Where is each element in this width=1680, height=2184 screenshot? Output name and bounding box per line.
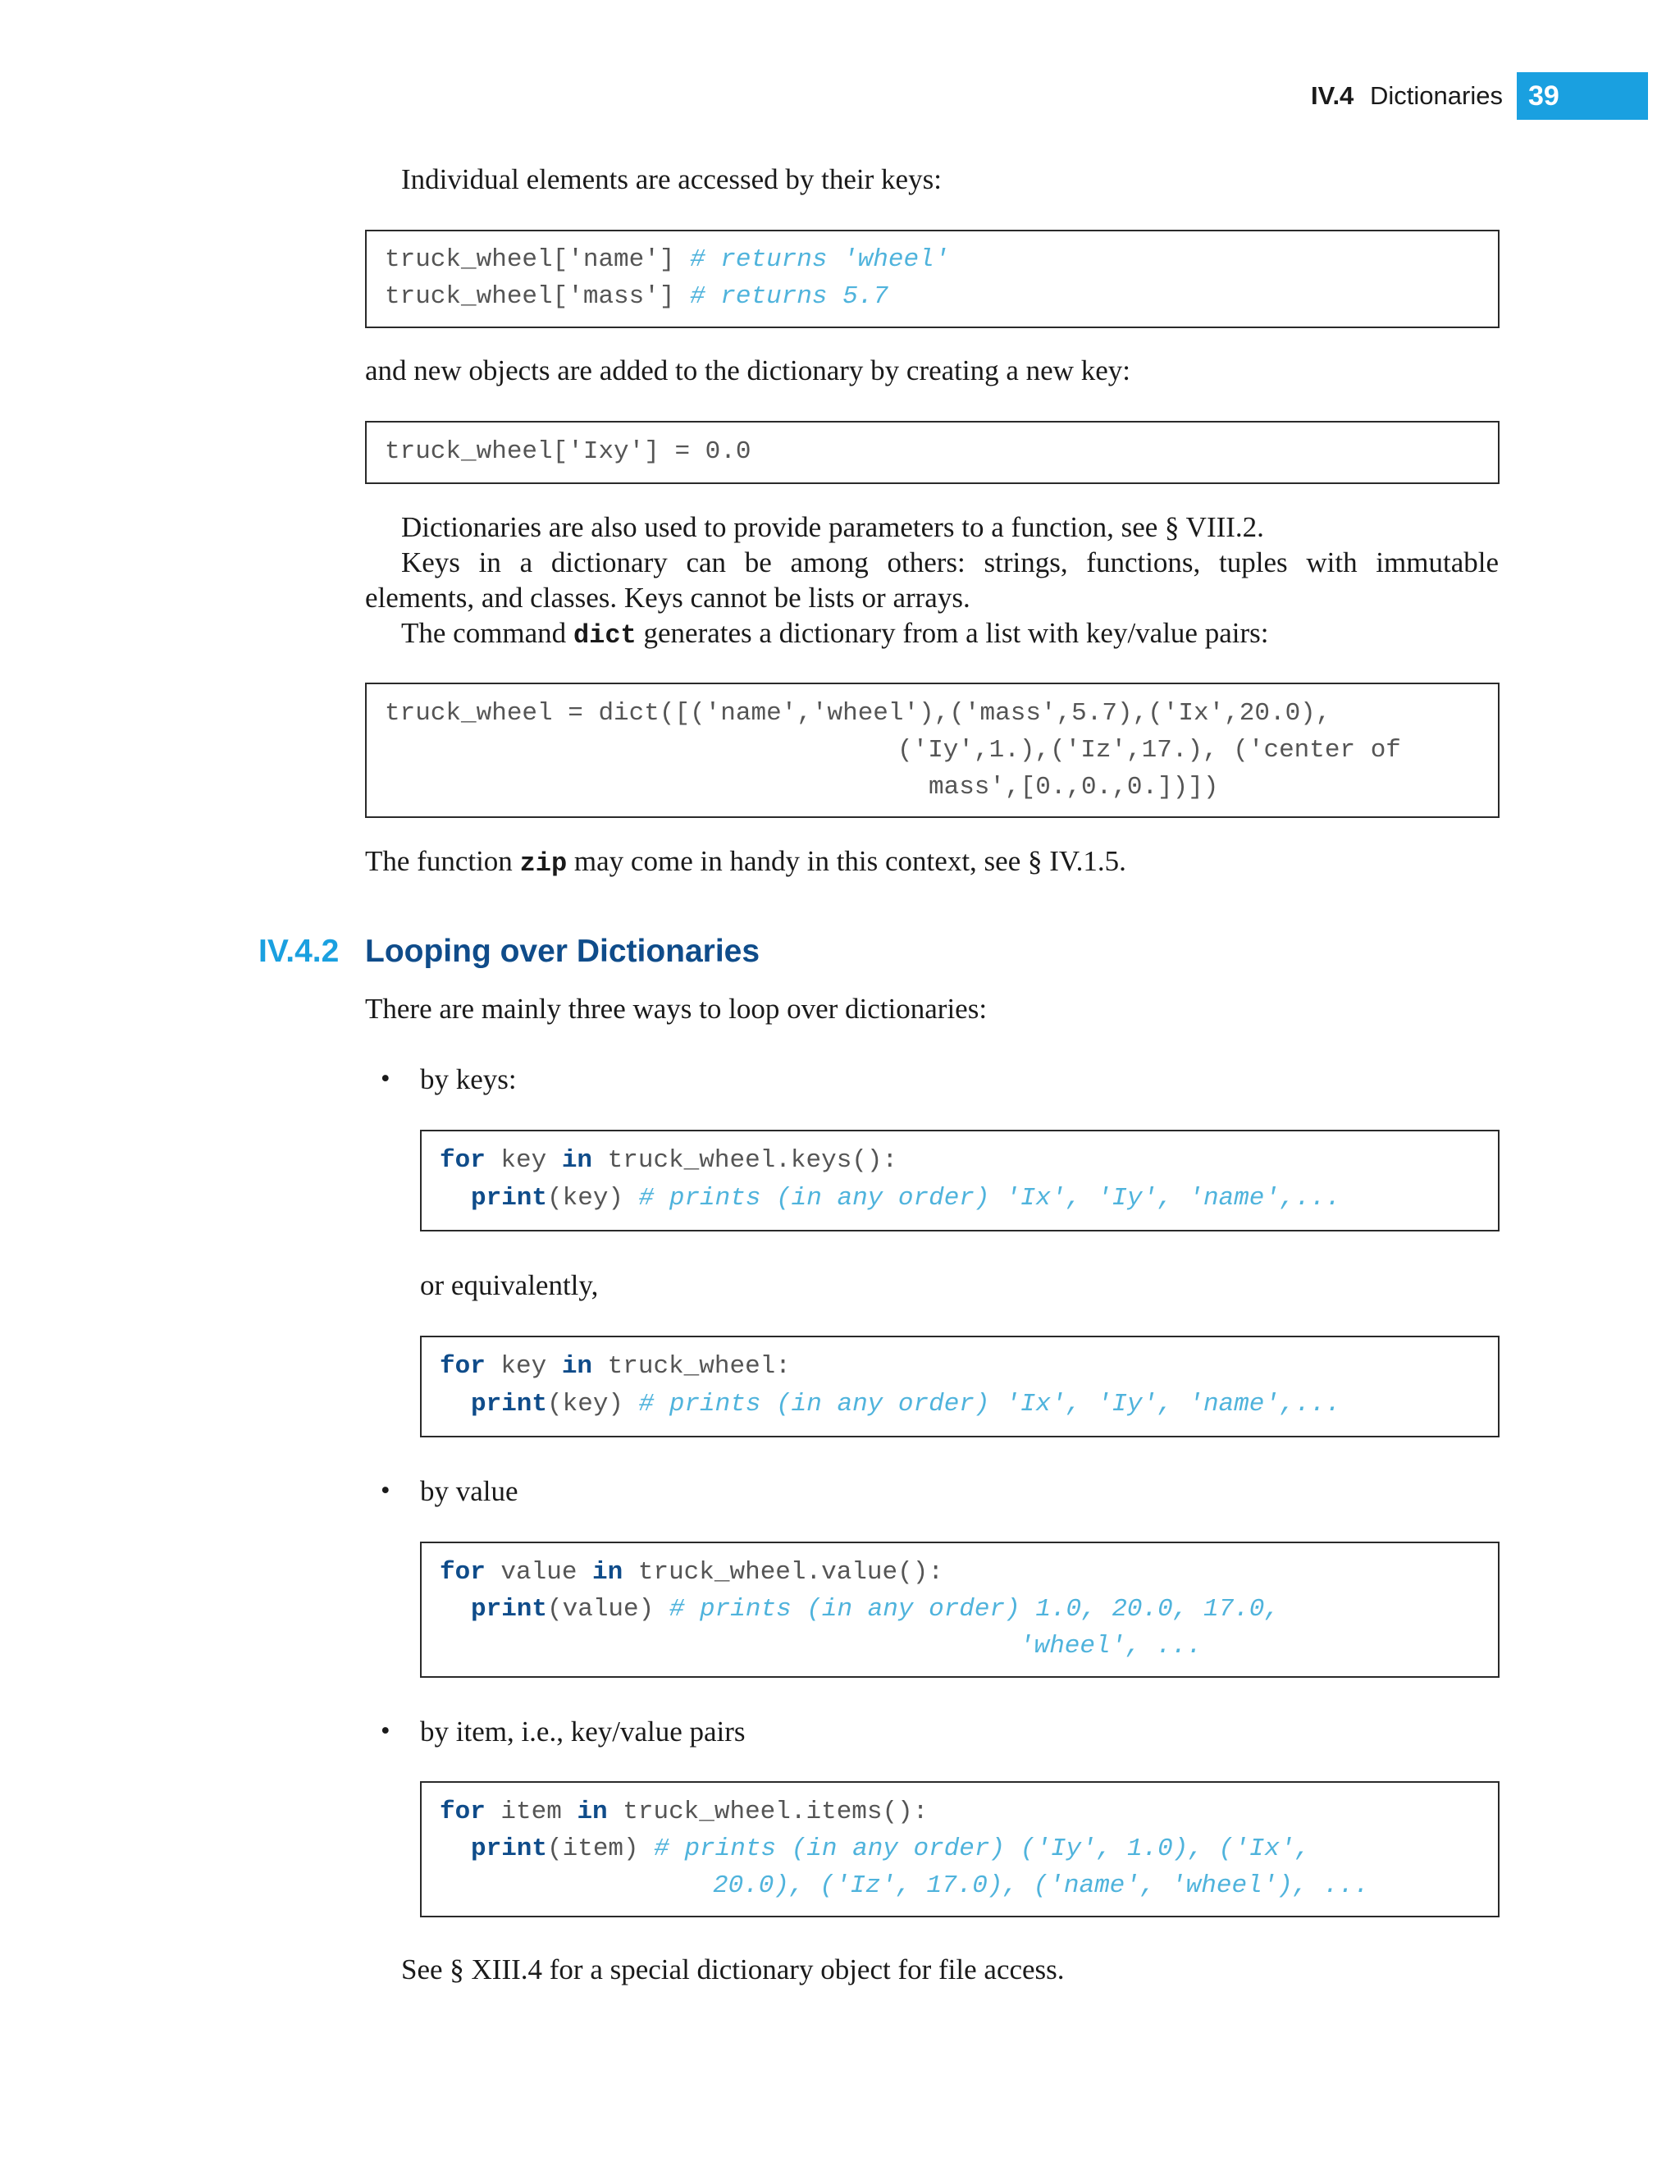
code-line: 20.0), ('Iz', 17.0), ('name', 'wheel'), ...: [713, 1871, 1369, 1900]
code-line: for key in truck_wheel.keys():: [440, 1146, 898, 1175]
code-line: for key in truck_wheel:: [440, 1352, 791, 1381]
keys-paragraph-line2: elements, and classes. Keys cannot be lists or arrays.: [365, 582, 970, 614]
code-line: truck_wheel['mass'] # returns 5.7: [385, 282, 888, 311]
code-block-loop-items: [420, 1781, 1500, 1917]
page-number-badge: 39: [1517, 72, 1648, 120]
bullet-marker: •: [381, 1064, 390, 1094]
equivalently-text: or equivalently,: [420, 1269, 599, 1301]
code-block-access: [365, 230, 1500, 328]
code-line: truck_wheel = dict([('name','wheel'),('mass',5.7),('Ix',20.0),: [385, 699, 1331, 728]
code-line: for item in truck_wheel.items():: [440, 1798, 929, 1826]
closing-paragraph: See § XIII.4 for a special dictionary object for file access.: [401, 1953, 1065, 1985]
code-line: truck_wheel['name'] # returns 'wheel': [385, 245, 950, 274]
params-paragraph: Dictionaries are also used to provide parameters to a function, see § VIII.2.: [401, 511, 1264, 543]
header-title: Dictionaries: [1370, 81, 1503, 110]
zip-paragraph: The function zip may come in handy in this context, see § IV.1.5.: [365, 845, 1126, 879]
bullet-marker: •: [381, 1476, 390, 1505]
code-block-new-key: [365, 421, 1500, 484]
bullet-marker: •: [381, 1716, 390, 1746]
code-line: 'wheel', ...: [1019, 1632, 1203, 1661]
code-line: ('Iy',1.),('Iz',17.), ('center of: [897, 736, 1401, 765]
new-key-paragraph: and new objects are added to the dictionary by creating a new key:: [365, 354, 1130, 386]
inline-code-zip: zip: [519, 848, 568, 879]
bullet-by-item: by item, i.e., key/value pairs: [420, 1716, 746, 1748]
inline-code-dict: dict: [573, 620, 637, 651]
code-line: for value in truck_wheel.value():: [440, 1558, 943, 1587]
code-block-loop-keys-alt: [420, 1336, 1500, 1437]
header-section-number: IV.4: [1311, 81, 1354, 110]
code-block-loop-keys: [420, 1130, 1500, 1231]
code-block-loop-value: [420, 1542, 1500, 1678]
dict-paragraph: The command dict generates a dictionary from a list with key/value pairs:: [401, 617, 1269, 651]
code-line: print(key) # prints (in any order) 'Ix', 'Iy', 'name',...: [471, 1184, 1341, 1213]
keys-paragraph-line1: Keys in a dictionary can be among others: strings, functions, tuples with immutable: [401, 546, 1499, 578]
intro-paragraph: Individual elements are accessed by their keys:: [401, 163, 942, 195]
bullet-by-value: by value: [420, 1475, 518, 1507]
code-line: print(value) # prints (in any order) 1.0, 20.0, 17.0,: [471, 1595, 1280, 1624]
code-line: mass',[0.,0.,0.])]): [929, 773, 1219, 802]
code-line: print(item) # prints (in any order) ('Iy', 1.0), ('Ix',: [471, 1834, 1311, 1863]
subsection-title: Looping over Dictionaries: [365, 934, 760, 969]
subsection-number: IV.4.2: [258, 934, 340, 969]
code-block-dict: [365, 683, 1500, 818]
code-line: print(key) # prints (in any order) 'Ix', 'Iy', 'name',...: [471, 1390, 1341, 1419]
loop-intro-paragraph: There are mainly three ways to loop over dictionaries:: [365, 993, 988, 1025]
bullet-by-keys: by keys:: [420, 1063, 517, 1095]
code-line: truck_wheel['Ixy'] = 0.0: [385, 437, 751, 466]
